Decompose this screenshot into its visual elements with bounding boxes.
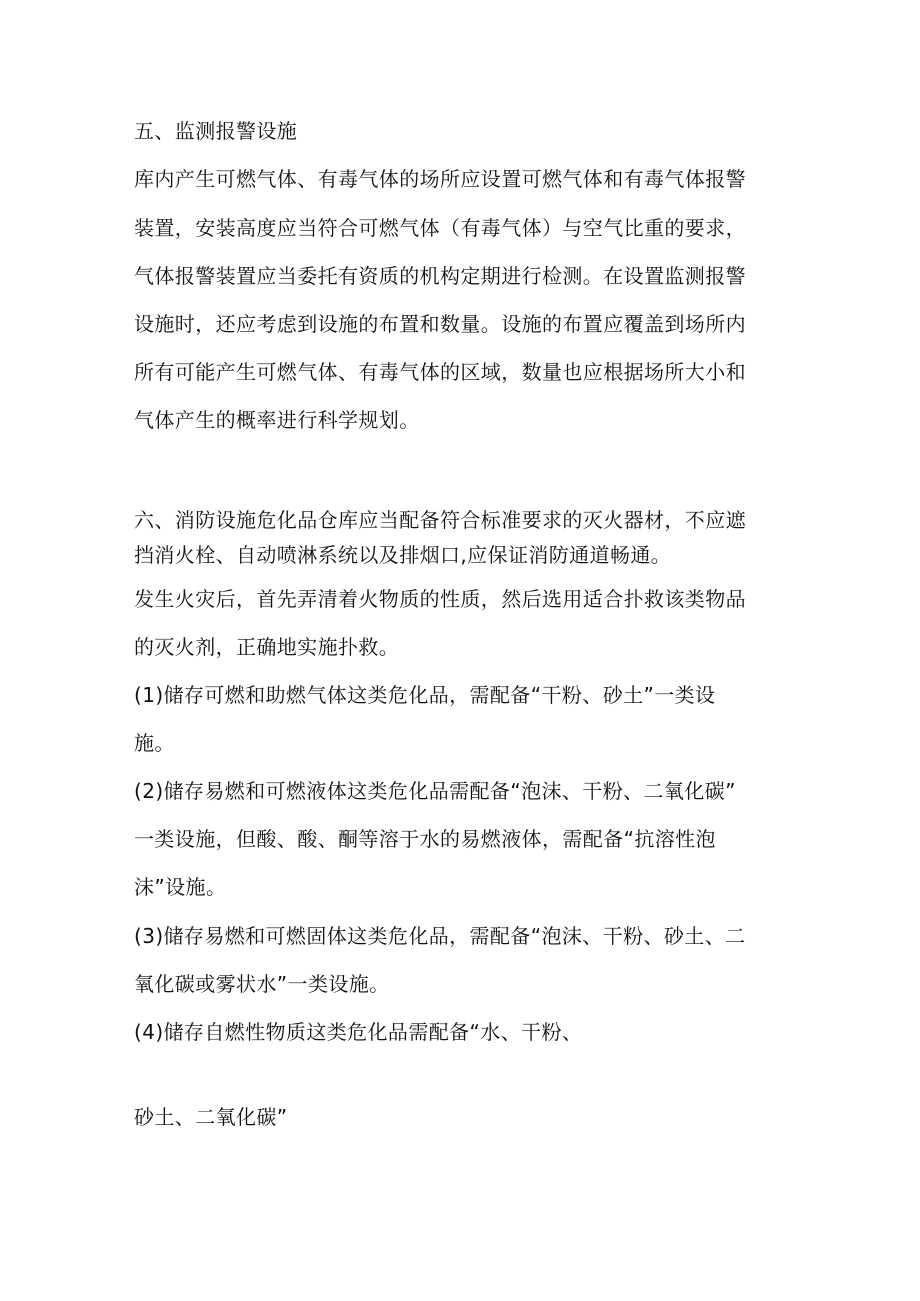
paragraph-line: 装置，安装高度应当符合可燃气体（有毒气体）与空气比重的要求， [134, 216, 746, 240]
paragraph-line: 发生火灾后，首先弄清着火物质的性质，然后选用适合扑救该类物品 [134, 587, 746, 611]
list-item-3: (3)储存易燃和可燃固体这类危化品，需配备“泡沫、干粉、砂土、二 [134, 924, 746, 948]
section-heading-5: 五、监测报警设施 [134, 119, 298, 143]
paragraph-line: 挡消火栓、自动喷淋系统以及排烟口,应保证消防通道畅通。 [134, 543, 672, 567]
paragraph-line: 气体报警装置应当委托有资质的机构定期进行检测。在设置监测报警 [134, 264, 746, 288]
list-item-2-cont: 一类设施，但酸、酸、酮等溶于水的易燃液体，需配备“抗溶性泡 [134, 827, 716, 851]
list-item-4-cont: 砂土、二氧化碳” [134, 1105, 288, 1129]
list-item-3-cont: 氧化碳或雾状水”一类设施。 [134, 972, 390, 996]
paragraph-line: 气体产生的概率进行科学规划。 [134, 408, 420, 432]
paragraph-line: 的灭火剂，正确地实施扑救。 [134, 635, 400, 659]
list-item-2-cont: 沫”设施。 [134, 875, 227, 899]
list-item-1: (1)储存可燃和助燃气体这类危化品，需配备“干粉、砂土”一类设 [134, 683, 716, 707]
paragraph-line: 库内产生可燃气体、有毒气体的场所应设置可燃气体和有毒气体报警 [134, 167, 746, 191]
section-heading-6: 六、消防设施危化品仓库应当配备符合标准要求的灭火器材，不应遮 [134, 508, 746, 532]
list-item-2: (2)储存易燃和可燃液体这类危化品需配备“泡沫、干粉、二氧化碳” [134, 779, 736, 803]
list-item-1-cont: 施。 [134, 731, 175, 755]
paragraph-line: 设施时，还应考虑到设施的布置和数量。设施的布置应覆盖到场所内 [134, 312, 746, 336]
list-item-4: (4)储存自燃性物质这类危化品需配备“水、干粉、 [134, 1020, 583, 1044]
paragraph-line: 所有可能产生可燃气体、有毒气体的区域，数量也应根据场所大小和 [134, 360, 746, 384]
